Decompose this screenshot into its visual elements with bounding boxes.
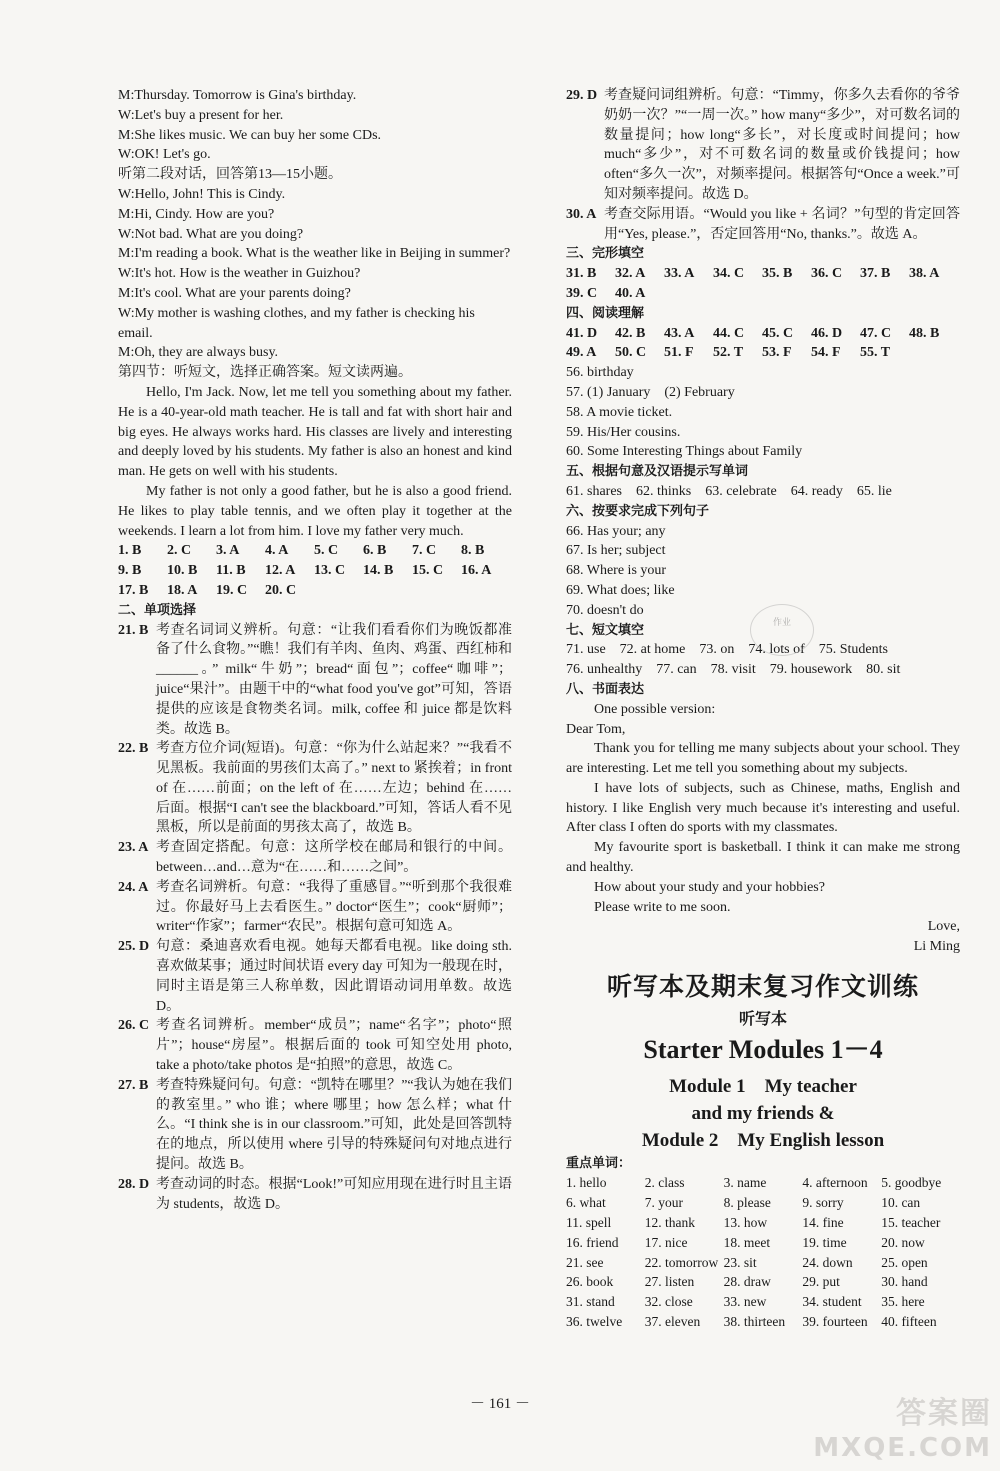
explanation-text: 考查方位介词(短语)。句意：“你为什么站起来？”“我看不见黑板。我前面的男孩们太高了。” next to 紧挨着；in front of 在……前面；on the left of 在……左边；behind 在……后面。根据“I can't see the blackboard.”可知，答话人看不见黑板，所以是前面的男孩太高了，故选 B。 [156,741,512,836]
passage-paragraph-2: My father is not only a good father, but he is also a good friend. He likes to play table tennis, and we often play it together at the weekends. I learn a lot from him. I love my father very much. [118,483,512,539]
vocab-word: 4. afternoon [802,1175,868,1191]
explanation-text: 考查名词辨析。member“成员”；name“名字”；photo“照片”；house“房屋”。根据后面的 took 可知空处用 photo, take a photo/take photos 是“拍照”的意思，故选 C。 [156,1018,512,1074]
writing-paragraph-3: My favourite sport is basketball. I think it can make me strong and healthy. [566,840,960,876]
question-number: 24. A [118,879,149,895]
dialog-lines [118,86,512,383]
answer-item: 13. C [314,563,346,579]
explanation-item [118,878,512,937]
answer-item: 5. C [314,543,339,559]
right-explanations [566,86,960,244]
sentence-answer-line: 70. doesn't do [566,602,644,618]
right-column [566,86,960,1332]
answer-item: 34. C [713,266,745,282]
dialog-line: W:My mother is washing clothes, and my father is checking his email. [118,305,475,341]
vocab-word: 39. fourteen [802,1314,868,1330]
answer-item: 49. A [566,345,597,361]
watermark-logo: 答案圈 MXQE.COM [813,1396,992,1463]
listening-answers [118,541,512,600]
explanation-text: 考查交际用语。“Would you like + 名词？”句型的肯定回答用“Yes, please.”，否定回答用“No, thanks.”。故选 A。 [604,206,960,242]
dictation-subtitle: 听写本 [738,1008,787,1028]
explanation-item [118,838,512,878]
vocab-word: 2. class [644,1175,685,1191]
answer-item: 18. A [167,582,198,598]
answer-item: 53. F [762,345,792,361]
vocab-word: 17. nice [644,1234,688,1250]
explanation-item [118,1076,512,1175]
writing-intro: One possible version: [594,701,716,717]
module-line-3: Module 2 My English lesson [641,1129,885,1151]
answer-item: 7. C [412,543,437,559]
question-number: 21. B [118,622,149,638]
reading-answer-line: 58. A movie ticket. [566,404,673,420]
stamp-seal: 作业 [750,604,814,656]
answer-item: 11. B [216,563,246,579]
vocab-word: 38. thirteen [723,1314,786,1330]
vocab-word: 30. hand [881,1274,928,1290]
vocab-word: 25. open [881,1254,928,1270]
sentence-answer-line: 68. Where is your [566,563,667,579]
writing-closing: Love, [927,919,960,935]
vocab-word: 27. listen [644,1274,695,1290]
answer-item: 8. B [461,543,485,559]
dialog-line: M:I'm reading a book. What is the weather like in Beijing in summer? [118,246,511,262]
question-number: 27. B [118,1077,149,1093]
reading-answer-line: 57. (1) January (2) February [566,384,735,400]
answer-item: 14. B [363,563,394,579]
question-number: 25. D [118,939,150,955]
vocab-word: 34. student [802,1294,862,1310]
answer-item: 3. A [216,543,240,559]
vocab-word: 37. eleven [644,1314,701,1330]
answer-item: 51. F [664,345,694,361]
explanation-text: 考查特殊疑问句。句意：“凯特在哪里？”“我认为她在我们的教室里。” who 谁；where 哪里；how 怎么样；what 什么。“I think she is in our classroom.”可知，此处是回答凯特在的地点，所以使用 where 引导的特殊疑问句对地点进行提问。故选 B。 [156,1077,512,1173]
explanation-text: 考查动词的时态。根据“Look!”可知应用现在进行时且主语为 students，故选 D。 [156,1176,512,1212]
vocab-word: 20. now [881,1234,925,1250]
section-title-reading: 四、阅读理解 [566,305,645,321]
vocab-label: 重点单词： [566,1155,632,1171]
question-number: 29. D [566,88,598,103]
explanation-item [566,205,960,245]
section-title-writing: 八、书面表达 [566,681,645,697]
answer-item: 10. B [167,563,198,579]
reading-answer-line: 59. His/Her cousins. [566,424,681,440]
vocab-word: 23. sit [723,1254,757,1270]
vocab-word: 6. what [566,1195,606,1211]
explanation-text: 句意：桑迪喜欢看电视。她每天都看电视。like doing sth. 喜欢做某事；通过时间状语 every day 可知为一般现在时，同时主语是第三人称单数，因此谓语动词用单数。故选 D。 [156,939,512,1014]
explanation-text: 考查固定搭配。句意：这所学校在邮局和银行的中间。between…and…意为“在……和……之间”。 [156,840,512,876]
answer-item: 48. B [909,325,940,341]
answer-item: 54. F [811,345,841,361]
dialog-line: W:Not bad. What are you doing? [118,226,304,242]
explanation-item [118,621,512,740]
explanation-item [118,937,512,1016]
writing-paragraph-1: Thank you for telling me many subjects about your school. They are interesting. Let me tell you something about my subjects. [566,741,960,777]
vocab-word: 22. tomorrow [644,1254,719,1270]
vocab-word: 36. twelve [566,1314,623,1330]
question-number: 26. C [118,1018,150,1034]
answer-item: 32. A [615,266,646,282]
dialog-line: 听第二段对话，回答第13—15小题。 [118,167,342,183]
question-number: 22. B [118,741,149,757]
sentence-answers [566,522,960,621]
section-title-passage-fill: 七、短文填空 [566,622,645,638]
vocab-word: 8. please [723,1195,771,1211]
vocab-word: 3. name [723,1175,767,1191]
answer-item: 16. A [461,563,492,579]
reading-answer-line: 60. Some Interesting Things about Family [566,444,803,460]
reading-answer-line: 56. birthday [566,365,634,381]
vocab-list [566,1173,960,1331]
answer-item: 12. A [265,563,296,579]
vocab-word: 11. spell [566,1215,612,1231]
answer-item: 45. C [762,325,794,341]
word-answers: 61. shares 62. thinks 63. celebrate 64. ready 65. lie [566,483,892,499]
question-number: 23. A [118,840,149,856]
vocab-word: 32. close [644,1294,693,1310]
answer-item: 31. B [566,266,597,282]
vocab-word: 31. stand [566,1294,615,1310]
answer-item: 38. A [909,266,940,282]
reading-text-answers [566,363,960,462]
dialog-line: W:Hello, John! This is Cindy. [118,186,286,202]
dialog-line: 第四节：听短文，选择正确答案。短文读两遍。 [118,365,412,381]
module-line-2: and my friends & [691,1102,835,1124]
answer-item: 19. C [216,582,248,598]
vocab-word: 18. meet [723,1234,771,1250]
writing-paragraph-2: I have lots of subjects, such as Chinese, maths, English and history. I like English very much because it's interesting and useful. After class I often do sports with my classmates. [566,780,960,836]
dialog-line: M:It's cool. What are your parents doing? [118,285,351,301]
section-title-sentences: 六、按要求完成下列句子 [566,503,710,519]
answer-item: 40. A [615,285,646,301]
explanation-text: 考查名词辨析。句意：“我得了重感冒。”“听到那个我很难过。你最好马上去看医生。” doctor“医生”；cook“厨师”；writer“作家”；farmer“农民”。根据句意可知选 A。 [156,879,512,935]
vocab-word: 13. how [723,1215,768,1231]
explanation-item [118,1175,512,1215]
vocab-word: 35. here [881,1294,925,1310]
vocab-word: 29. put [802,1274,840,1290]
section-title-single-choice: 二、单项选择 [118,602,197,618]
dialog-line: M:Thursday. Tomorrow is Gina's birthday. [118,88,357,103]
answer-item: 4. A [265,543,289,559]
cloze-answers [566,264,960,304]
explanation-item [118,739,512,838]
vocab-word: 33. new [723,1294,767,1310]
answer-item: 42. B [615,325,646,341]
answer-item: 50. C [615,345,647,361]
answer-item: 9. B [118,563,142,579]
module-title: Starter Modules 1－4 [643,1034,883,1064]
answer-item: 46. D [811,325,843,341]
vocab-word: 28. draw [723,1274,771,1290]
fill-answers-line-2: 76. unhealthy 77. can 78. visit 79. housework 80. sit [566,662,901,678]
answer-item: 41. D [566,325,598,341]
answer-item: 39. C [566,285,598,301]
fill-answers-line-1: 71. use 72. at home 73. on 74. lots of 75. Students [566,642,888,658]
answer-item: 47. C [860,325,892,341]
answer-item: 36. C [811,266,843,282]
answer-item: 1. B [118,543,142,559]
dialog-line: W:It's hot. How is the weather in Guizhou? [118,266,361,282]
answer-item: 35. B [762,266,793,282]
vocab-word: 10. can [881,1195,921,1211]
vocab-word: 21. see [566,1254,604,1270]
answer-item: 15. C [412,563,444,579]
explanation-item [118,1016,512,1075]
vocab-word: 5. goodbye [881,1175,942,1191]
sentence-answer-line: 69. What does; like [566,582,675,598]
answer-item: 52. T [713,345,744,361]
vocab-word: 24. down [802,1254,853,1270]
module-line-1: Module 1 My teacher [669,1075,857,1097]
explanation-text: 考查疑问词组辨析。句意：“Timmy，你多久去看你的爷爷奶奶一次？”“一周一次。” how many“多少”，对可数名词的数量提问；how long“多长”，对长度或时间提问；how much“多少”，对不可数名词的数量或价钱提问；how often“多久一次”，对频率提问。根据答句“Once a week.”可知对频率提问。故选 D。 [604,88,960,202]
left-explanations [118,621,512,1215]
dialog-line: M:Hi, Cindy. How are you? [118,206,275,222]
vocab-word: 14. fine [802,1215,844,1231]
vocab-word: 40. fifteen [881,1314,937,1330]
question-number: 30. A [566,206,597,222]
vocab-word: 12. thank [644,1215,696,1231]
vocab-word: 9. sorry [802,1195,844,1211]
page-number: － 161 － [469,1396,530,1412]
answer-item: 55. T [860,345,891,361]
reading-answers [566,324,960,364]
left-column [118,86,512,1214]
answer-item: 44. C [713,325,745,341]
vocab-word: 1. hello [566,1175,607,1191]
question-number: 28. D [118,1176,150,1192]
answer-item: 2. C [167,543,192,559]
sentence-answer-line: 66. Has your; any [566,523,666,539]
vocab-word: 16. friend [566,1234,619,1250]
writing-paragraph-5: Please write to me soon. [594,899,731,915]
vocab-word: 7. your [644,1195,684,1211]
answer-item: 43. A [664,325,695,341]
dictation-section-title: 听写本及期末复习作文训练 [606,972,919,1002]
writing-paragraph-4: How about your study and your hobbies? [594,879,825,895]
writing-greeting: Dear Tom, [566,721,626,737]
writing-signature: Li Ming [913,939,960,955]
dialog-line: M:Oh, they are always busy. [118,345,279,361]
passage-paragraph-1: Hello, I'm Jack. Now, let me tell you something about my father. He is a 40-year-old math teacher. He is tall and fat with short hair and big eyes. He always works hard. His classes are lively and interesting and deeply loved by his students. My father is also an honest and kind man. He gets on well with his students. [118,384,512,480]
vocab-word: 26. book [566,1274,614,1290]
answer-item: 33. A [664,266,695,282]
explanation-item [566,86,960,205]
dialog-line: W:Let's buy a present for her. [118,107,284,123]
sentence-answer-line: 67. Is her; subject [566,543,666,559]
dialog-line: M:She likes music. We can buy her some CDs. [118,127,382,143]
dialog-line: W:OK! Let's go. [118,147,211,163]
answer-item: 6. B [363,543,387,559]
section-title-cloze: 三、完形填空 [566,246,645,262]
vocab-word: 19. time [802,1234,847,1250]
answer-item: 20. C [265,582,297,598]
answer-item: 37. B [860,266,891,282]
vocab-word: 15. teacher [881,1215,941,1231]
explanation-text: 考查名词词义辨析。句意：“让我们看看你们为晚饭都准备了什么食物。”“瞧！我们有羊肉、鱼肉、鸡蛋、西红柿和______。” milk“牛奶”；bread“面包”；coffee“咖啡”；juice“果汁”。由题干中的“what food you've got”可知，答语提供的应该是食物类名词。milk, coffee 和 juice 都是饮料类。故选 B。 [156,622,512,737]
section-title-word-spelling: 五、根据句意及汉语提示写单词 [566,464,749,480]
answer-item: 17. B [118,582,149,598]
